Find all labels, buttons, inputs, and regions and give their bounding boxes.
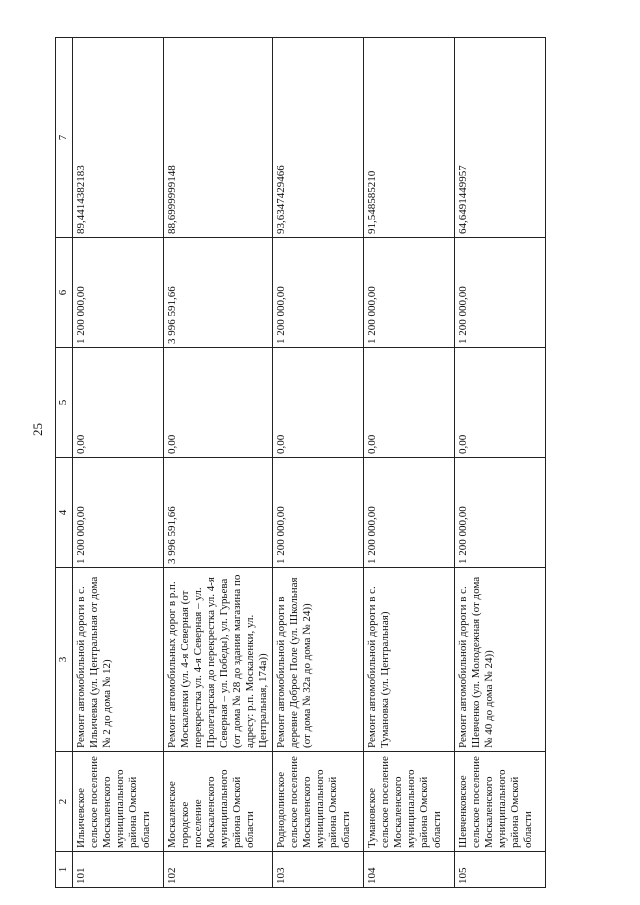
column-header: 5 (56, 348, 73, 458)
score-cell: 88,6999999148 (164, 38, 273, 238)
score-cell: 64,6491449957 (455, 38, 546, 238)
table-row (73, 38, 164, 888)
column-header: 1 (56, 852, 73, 888)
amount-cell: 0,00 (164, 348, 273, 458)
municipality-cell: Роднодолинское сельское поселение Москаленского муниципального района Омской области (273, 752, 364, 852)
table-row (455, 38, 546, 888)
amount-cell: 3 996 591,66 (164, 458, 273, 568)
municipality-cell: Ильичевское сельское поселение Москаленского муниципального района Омской области (73, 752, 164, 852)
column-header: 7 (56, 38, 73, 238)
column-header: 6 (56, 238, 73, 348)
column-header: 3 (56, 568, 73, 752)
municipality-cell: Москаленское городское поселение Москаленского муниципального района Омской области (164, 752, 273, 852)
amount-cell: 0,00 (273, 348, 364, 458)
budget-table (55, 37, 546, 888)
score-cell: 89,4414382183 (73, 38, 164, 238)
amount-cell: 1 200 000,00 (273, 458, 364, 568)
row-number: 102 (164, 852, 273, 888)
table-row (273, 38, 364, 888)
amount-cell: 1 200 000,00 (364, 238, 455, 348)
page-number: 25 (30, 423, 45, 436)
amount-cell: 0,00 (364, 348, 455, 458)
project-cell: Ремонт автомобильной дороги в с. Тумановка (ул. Центральная) (364, 568, 455, 752)
municipality-cell: Тумановское сельское поселение Москаленского муниципального района Омской области (364, 752, 455, 852)
amount-cell: 1 200 000,00 (455, 458, 546, 568)
column-header: 4 (56, 458, 73, 568)
score-cell: 91,548585210 (364, 38, 455, 238)
header-row (56, 38, 73, 888)
row-number: 105 (455, 852, 546, 888)
amount-cell: 0,00 (73, 348, 164, 458)
row-number: 103 (273, 852, 364, 888)
row-number: 101 (73, 852, 164, 888)
table-row (164, 38, 273, 888)
amount-cell: 1 200 000,00 (364, 458, 455, 568)
amount-cell: 1 200 000,00 (273, 238, 364, 348)
municipality-cell: Шевченковское сельское поселение Москаленского муниципального района Омской области (455, 752, 546, 852)
project-cell: Ремонт автомобильной дороги в деревне Доброе Поле (ул. Школьная (от дома № 32а до дома № 24)) (273, 568, 364, 752)
project-cell: Ремонт автомобильных дорог в р.п. Москаленки (ул. 4-я Северная (от перекрестка ул. 4-я Северная – ул. Пролетарская до перекрестка ул. 4-я Северная – ул. Победы), ул. Гурьева (от дома № 28 до здания магазина по адресу: р.п. Москаленки, ул. Центральная, 174а)) (164, 568, 273, 752)
project-cell: Ремонт автомобильной дороги в с. Ильичевка (ул. Центральная от дома № 2 до дома № 12) (73, 568, 164, 752)
amount-cell: 1 200 000,00 (73, 458, 164, 568)
amount-cell: 1 200 000,00 (73, 238, 164, 348)
score-cell: 93,6347429466 (273, 38, 364, 238)
rotated-table-container (55, 38, 533, 888)
table-row (364, 38, 455, 888)
project-cell: Ремонт автомобильной дороги в с. Шевченко (ул. Молодежная (от дома № 40 до дома № 24)) (455, 568, 546, 752)
amount-cell: 0,00 (455, 348, 546, 458)
row-number: 104 (364, 852, 455, 888)
amount-cell: 3 996 591,66 (164, 238, 273, 348)
column-header: 2 (56, 752, 73, 852)
amount-cell: 1 200 000,00 (455, 238, 546, 348)
